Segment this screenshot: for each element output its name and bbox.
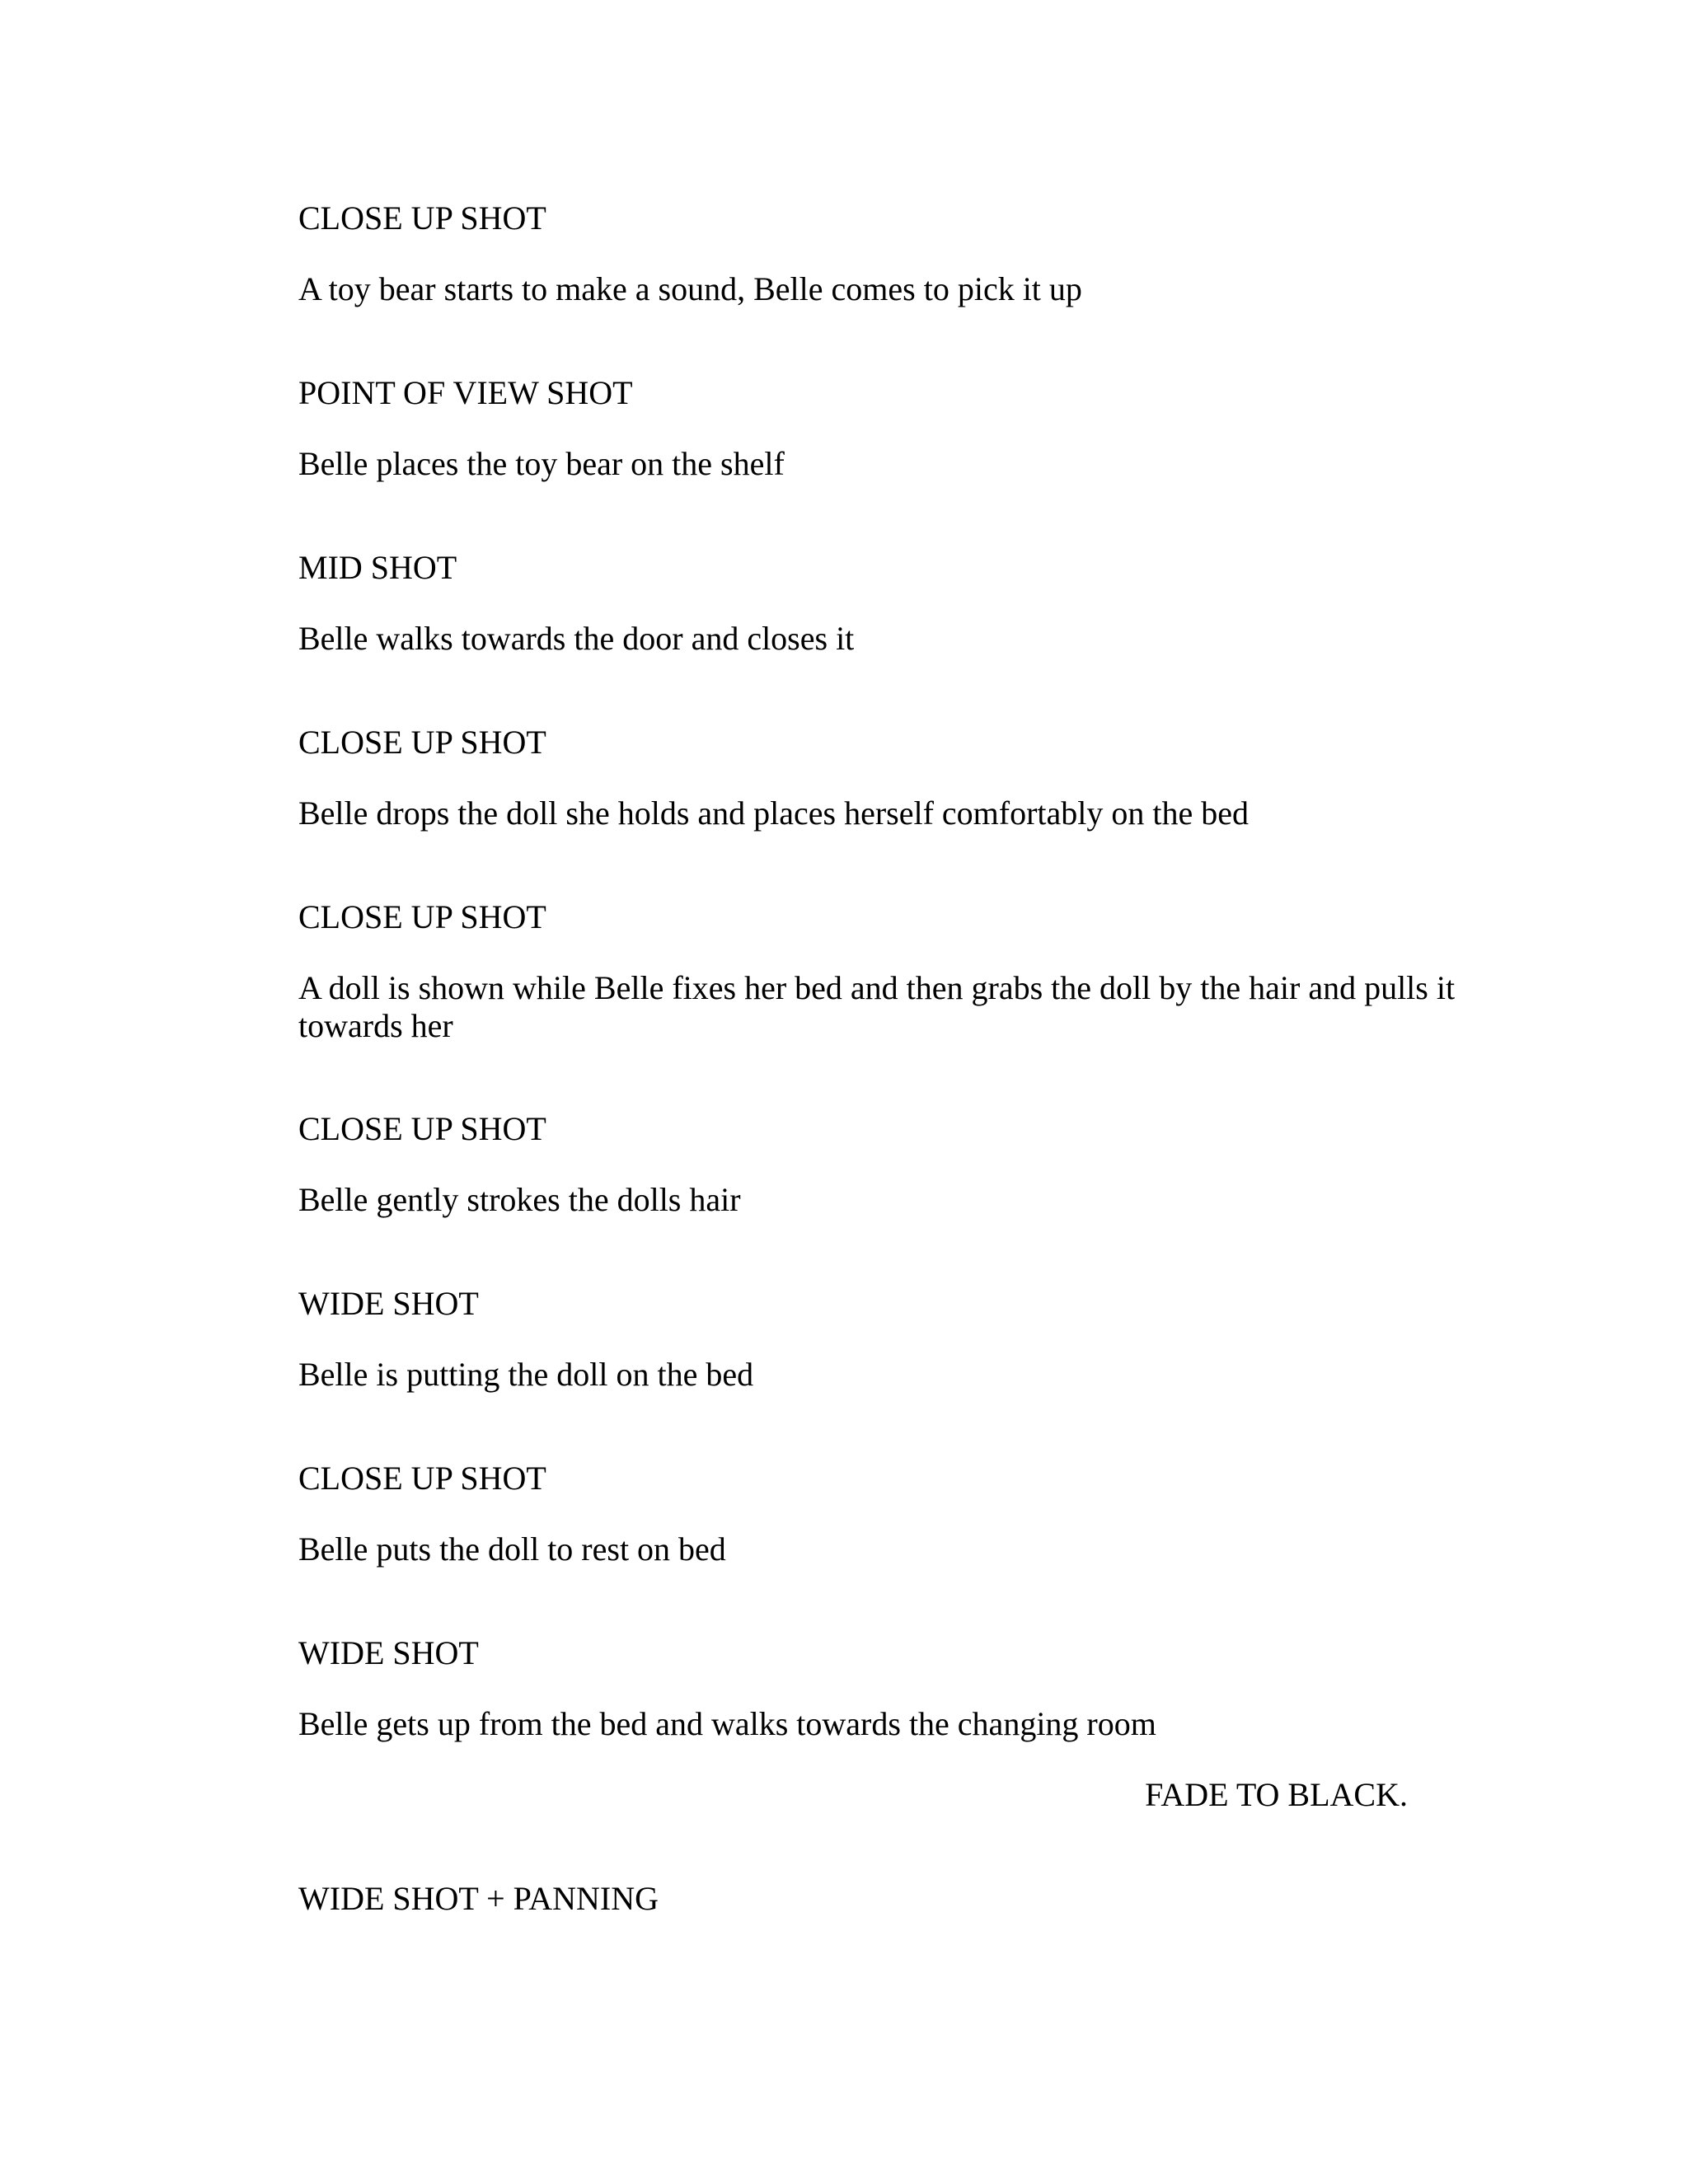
shot-heading: MID SHOT [298,549,457,586]
shot-heading: WIDE SHOT [298,1285,479,1322]
shot-action: A doll is shown while Belle fixes her bed and then grabs the doll by the hair and pulls it towards her [298,969,1456,1044]
shot-action: Belle places the toy bear on the shelf [298,445,785,482]
shot-heading: CLOSE UP SHOT [298,1110,546,1147]
shot-action: Belle gently strokes the dolls hair [298,1181,741,1218]
shot-action: Belle puts the doll to rest on bed [298,1530,726,1568]
transition-text: FADE TO BLACK. [1145,1776,1408,1813]
shot-heading: POINT OF VIEW SHOT [298,374,633,411]
shot-action: Belle walks towards the door and closes it [298,620,855,657]
shot-heading-final: WIDE SHOT + PANNING [298,1880,659,1917]
shot-action: Belle gets up from the bed and walks towards the changing room [298,1705,1156,1742]
shot-heading: WIDE SHOT [298,1634,479,1671]
shot-action: Belle is putting the doll on the bed [298,1356,754,1393]
shot-heading: CLOSE UP SHOT [298,724,546,761]
shot-heading: CLOSE UP SHOT [298,199,546,237]
shot-action: Belle drops the doll she holds and places herself comfortably on the bed [298,794,1250,832]
shot-heading: CLOSE UP SHOT [298,1460,546,1497]
shot-action: A toy bear starts to make a sound, Belle comes to pick it up [298,270,1082,307]
shot-heading: CLOSE UP SHOT [298,898,546,935]
